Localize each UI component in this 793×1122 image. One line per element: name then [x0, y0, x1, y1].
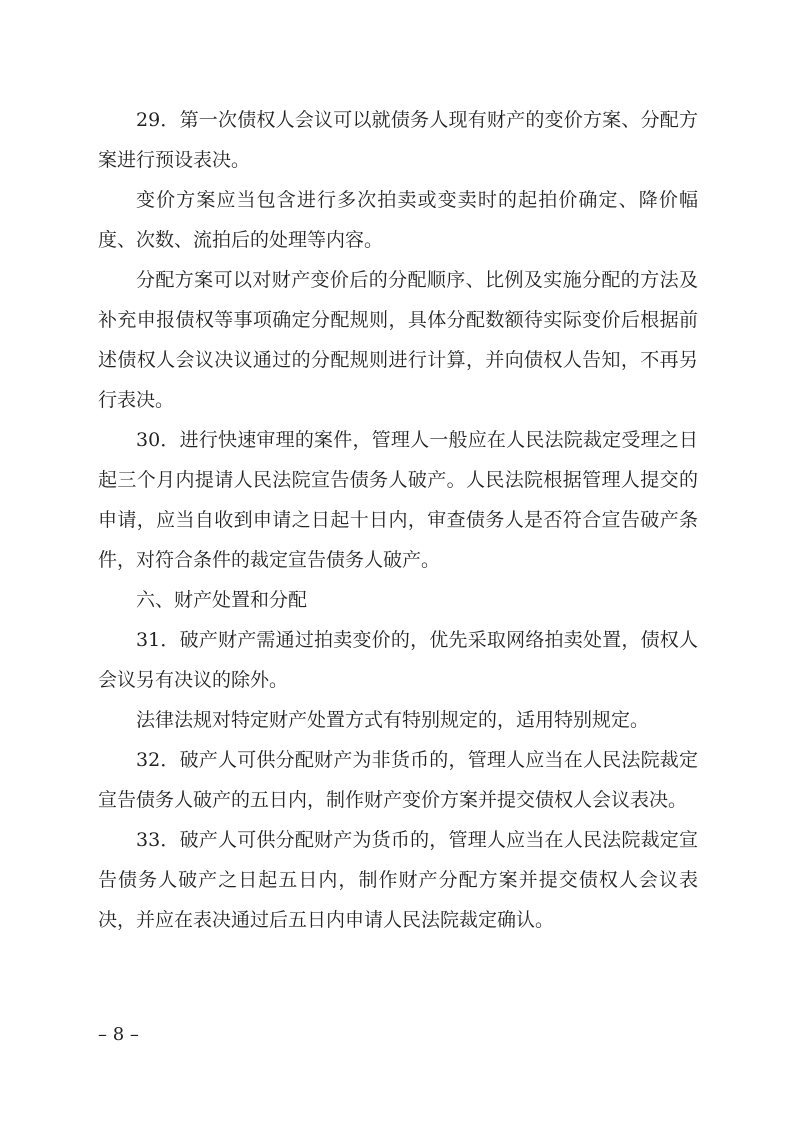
paragraph-price-change-plan: 变价方案应当包含进行多次拍卖或变卖时的起拍价确定、降价幅度、次数、流拍后的处理等内容。: [98, 189, 698, 251]
paragraph-article-30: 30．进行快速审理的案件，管理人一般应在人民法院裁定受理之日起三个月内提请人民法院宣告债务人破产。人民法院根据管理人提交的申请，应当自收到申请之日起十日内，审查债务人是否符合宣告破产条件，对符合条件的裁定宣告债务人破产。: [98, 429, 698, 571]
paragraph-article-31: 31．破产财产需通过拍卖变价的，优先采取网络拍卖处置，债权人会议另有决议的除外。: [98, 629, 698, 691]
page-number: – 8 –: [98, 1024, 139, 1045]
section-heading: 六、财产处置和分配: [136, 589, 308, 611]
document-body: [98, 100, 698, 940]
paragraph-distribution-plan: 分配方案可以对财产变价后的分配顺序、比例及实施分配的方法及补充申报债权等事项确定分配规则，具体分配数额待实际变价后根据前述债权人会议决议通过的分配规则进行计算，并向债权人告知，不再另行表决。: [98, 269, 698, 411]
paragraph-article-29: 29．第一次债权人会议可以就债务人现有财产的变价方案、分配方案进行预设表决。: [98, 109, 698, 171]
paragraph-article-32: 32．破产人可供分配财产为非货币的，管理人应当在人民法院裁定宣告债务人破产的五日内，制作财产变价方案并提交债权人会议表决。: [98, 749, 698, 811]
paragraph-article-33: 33．破产人可供分配财产为货币的，管理人应当在人民法院裁定宣告债务人破产之日起五日内，制作财产分配方案并提交债权人会议表决，并应在表决通过后五日内申请人民法院裁定确认。: [98, 829, 698, 931]
paragraph-special-provisions: 法律法规对特定财产处置方式有特别规定的，适用特别规定。: [136, 709, 650, 731]
